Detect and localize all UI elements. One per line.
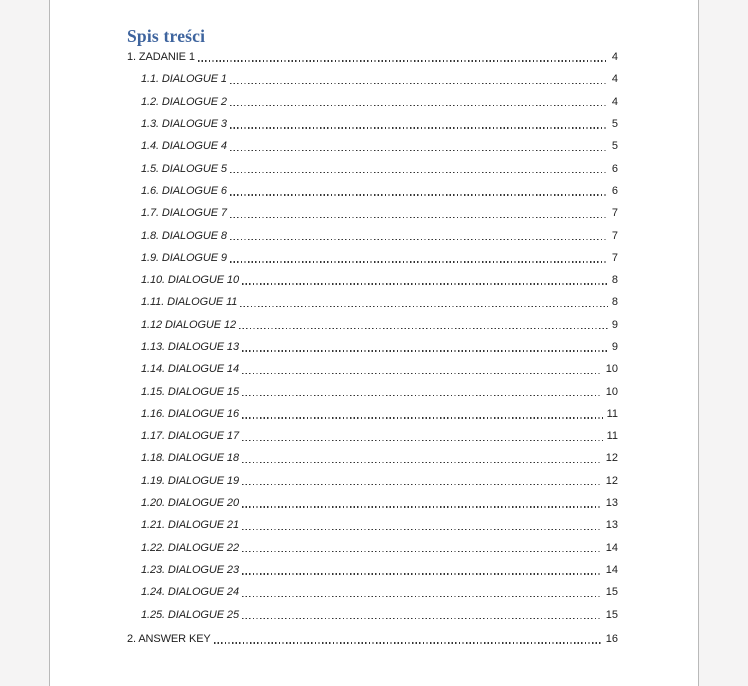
toc-entry[interactable] bbox=[127, 46, 618, 68]
dot-leader-line bbox=[242, 350, 608, 351]
toc-entry-label: 1.9. DIALOGUE 9 bbox=[141, 251, 227, 264]
toc-entry[interactable] bbox=[127, 492, 618, 514]
toc-entry-page-number: 11 bbox=[606, 430, 618, 443]
toc-entry-label: 1.1. DIALOGUE 1 bbox=[141, 73, 227, 86]
dot-leader-line bbox=[242, 283, 608, 284]
dot-leader-line bbox=[242, 596, 602, 597]
toc-entry-label: 1.20. DIALOGUE 20 bbox=[141, 497, 239, 510]
toc-entry-label: 1.13. DIALOGUE 13 bbox=[141, 341, 239, 353]
toc-entry[interactable] bbox=[127, 628, 618, 650]
toc-entry[interactable] bbox=[127, 581, 618, 603]
toc-entry[interactable] bbox=[127, 447, 618, 469]
toc-entry[interactable] bbox=[127, 470, 618, 492]
toc-entry-label: 1.15. DIALOGUE 15 bbox=[141, 385, 239, 398]
toc-entry[interactable] bbox=[127, 91, 618, 113]
toc-entry-page-number: 13 bbox=[605, 497, 618, 510]
toc-entry-page-number: 9 bbox=[611, 318, 618, 331]
toc-entry-label: 1.16. DIALOGUE 16 bbox=[141, 407, 239, 420]
dot-leader-line bbox=[230, 217, 608, 218]
toc-entry-page-number: 11 bbox=[606, 407, 618, 420]
toc-entry-label: 1.8. DIALOGUE 8 bbox=[141, 229, 227, 242]
toc-entry-label: 1.22. DIALOGUE 22 bbox=[141, 541, 239, 554]
toc-entry-page-number: 4 bbox=[611, 73, 618, 86]
dot-leader-line bbox=[242, 618, 602, 619]
toc-entry-label: 1.3. DIALOGUE 3 bbox=[141, 118, 227, 131]
toc-entry-label: 1.21. DIALOGUE 21 bbox=[141, 519, 239, 532]
toc-entry-label: 1.5. DIALOGUE 5 bbox=[141, 162, 227, 175]
toc-entry-page-number: 6 bbox=[611, 184, 618, 197]
dot-leader-line bbox=[230, 239, 608, 240]
toc-entry-page-number: 4 bbox=[611, 95, 618, 108]
dot-leader-line bbox=[198, 60, 608, 61]
toc-entry-label: 1.2. DIALOGUE 2 bbox=[141, 95, 227, 108]
toc-entry[interactable] bbox=[127, 135, 618, 157]
toc-entry-label: 1.6. DIALOGUE 6 bbox=[141, 184, 227, 197]
toc-entry-label: 1.7. DIALOGUE 7 bbox=[141, 207, 227, 220]
toc-entry[interactable] bbox=[127, 291, 618, 313]
toc-entry-label: 1.10. DIALOGUE 10 bbox=[141, 274, 239, 287]
dot-leader-line bbox=[240, 306, 608, 307]
toc-entry[interactable] bbox=[127, 113, 618, 135]
toc-entry-page-number: 5 bbox=[611, 118, 618, 131]
toc-entry-label: 1.4. DIALOGUE 4 bbox=[141, 140, 227, 153]
toc-entry-label: 1.23. DIALOGUE 23 bbox=[141, 563, 239, 576]
dot-leader-line bbox=[242, 440, 603, 441]
toc-entry[interactable] bbox=[127, 224, 618, 246]
dot-leader-line bbox=[230, 194, 608, 195]
toc-entry-page-number: 10 bbox=[605, 385, 618, 398]
dot-leader-line bbox=[239, 328, 608, 329]
dot-leader-line bbox=[230, 150, 608, 151]
dot-leader-line bbox=[230, 83, 608, 84]
dot-leader-line bbox=[242, 551, 602, 552]
toc-entry[interactable] bbox=[127, 247, 618, 269]
document-page bbox=[49, 0, 699, 686]
toc-entry[interactable] bbox=[127, 559, 618, 581]
toc-entry[interactable] bbox=[127, 603, 618, 625]
toc-entry[interactable] bbox=[127, 380, 618, 402]
dot-leader-line bbox=[242, 373, 602, 374]
dot-leader-line bbox=[242, 417, 603, 418]
toc-entry-page-number: 5 bbox=[611, 140, 618, 153]
toc-entry[interactable] bbox=[127, 403, 618, 425]
toc-entry-label: 2. ANSWER KEY bbox=[127, 632, 211, 645]
toc-entry-page-number: 13 bbox=[605, 519, 618, 532]
toc-entry[interactable] bbox=[127, 269, 618, 291]
toc-entry-page-number: 4 bbox=[611, 51, 618, 64]
toc-entry-page-number: 12 bbox=[605, 474, 618, 487]
dot-leader-line bbox=[242, 506, 602, 507]
toc-entry[interactable] bbox=[127, 358, 618, 380]
toc-entry[interactable] bbox=[127, 425, 618, 447]
toc-entry-label: 1.17. DIALOGUE 17 bbox=[141, 430, 239, 443]
toc-entry-page-number: 14 bbox=[605, 541, 618, 554]
toc-entry-page-number: 15 bbox=[605, 586, 618, 599]
toc-entry[interactable] bbox=[127, 314, 618, 336]
dot-leader-line bbox=[230, 127, 608, 128]
toc-entry-page-number: 7 bbox=[611, 229, 618, 242]
toc-entry-page-number: 15 bbox=[605, 608, 618, 621]
dot-leader-line bbox=[242, 529, 602, 530]
toc-entry[interactable] bbox=[127, 514, 618, 536]
toc-entry-page-number: 9 bbox=[611, 341, 618, 353]
toc-entry[interactable] bbox=[127, 180, 618, 202]
toc-entry-label: 1.11. DIALOGUE 11 bbox=[141, 296, 238, 309]
toc-entry-label: 1.19. DIALOGUE 19 bbox=[141, 474, 239, 487]
toc-entry-label: 1.14. DIALOGUE 14 bbox=[141, 363, 239, 376]
dot-leader-line bbox=[230, 172, 608, 173]
toc-entry-page-number: 6 bbox=[611, 162, 618, 175]
toc-heading: Spis treści bbox=[127, 26, 206, 46]
dot-leader-line bbox=[230, 261, 608, 262]
toc-entry-label: 1.24. DIALOGUE 24 bbox=[141, 586, 239, 599]
toc-entry[interactable] bbox=[127, 68, 618, 90]
dot-leader-line bbox=[242, 462, 602, 463]
toc-entry[interactable] bbox=[127, 336, 618, 358]
toc-entry-page-number: 7 bbox=[611, 207, 618, 220]
toc-entry[interactable] bbox=[127, 157, 618, 179]
toc-entry-page-number: 8 bbox=[611, 274, 618, 287]
toc-entry[interactable] bbox=[127, 202, 618, 224]
toc-entry-label: 1.12 DIALOGUE 12 bbox=[141, 318, 237, 331]
toc-list bbox=[127, 46, 618, 650]
toc-entry-page-number: 10 bbox=[605, 363, 618, 376]
toc-entry[interactable] bbox=[127, 537, 618, 559]
dot-leader-line bbox=[230, 105, 608, 106]
toc-entry-label: 1.25. DIALOGUE 25 bbox=[141, 608, 239, 621]
toc-entry-page-number: 16 bbox=[605, 632, 618, 645]
toc-entry-page-number: 14 bbox=[605, 563, 618, 576]
toc-entry-label: 1. ZADANIE 1 bbox=[127, 51, 195, 64]
toc-entry-page-number: 12 bbox=[605, 452, 618, 465]
dot-leader-line bbox=[242, 395, 602, 396]
toc-entry-page-number: 8 bbox=[611, 296, 618, 309]
dot-leader-line bbox=[242, 484, 602, 485]
toc-entry-label: 1.18. DIALOGUE 18 bbox=[141, 452, 239, 465]
dot-leader-line bbox=[242, 573, 602, 574]
dot-leader-line bbox=[214, 642, 602, 643]
toc-entry-page-number: 7 bbox=[611, 251, 618, 264]
